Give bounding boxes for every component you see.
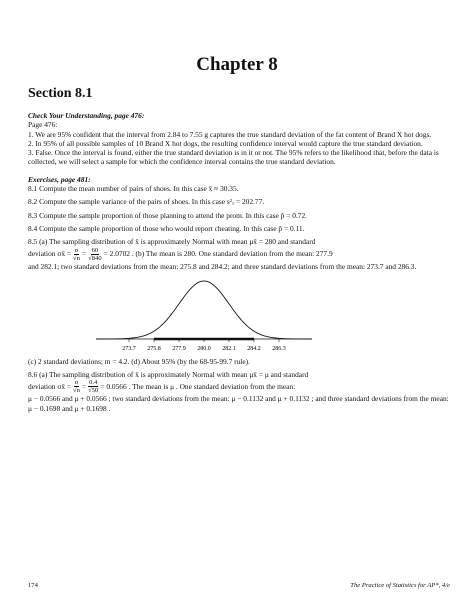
fraction-numerator: 0.4 — [89, 379, 98, 387]
formula-lead: deviation σx̄ = — [28, 382, 72, 392]
curve-tick-label: 275.8 — [147, 345, 161, 352]
normal-curve-line — [96, 281, 312, 339]
fraction — [87, 247, 103, 262]
fraction-numerator: σ — [74, 379, 79, 387]
chapter-title: Chapter 8 — [196, 54, 278, 75]
book-title: The Practice of Statistics for AP*, 4/e — [350, 582, 450, 589]
formula-tail: = 0.0566 . The mean is μ . One standard deviation from the mean: — [100, 382, 296, 392]
curve-tick-label: 280.0 — [197, 345, 211, 352]
exercise-8-6-line-3: μ − 0.0566 and μ + 0.0566 ; two standard deviations from the mean: μ − 0.1132 and μ + 0.1132 ; and three standard deviations from the mean: μ − 0.1698 and μ + 0.1698 . — [28, 394, 449, 413]
fraction-denominator: √n — [73, 387, 80, 395]
page-number: 174 — [28, 582, 38, 589]
cyu-item-1: 1. We are 95% confident that the interval from 2.84 to 7.55 g captures the true standard deviation of the fat content of Brand X hot dogs. — [28, 129, 432, 139]
formula-lead: deviation σx̄ = — [28, 249, 72, 259]
exercise-8-1: 8.1 Compute the mean number of pairs of shoes. In this case x̄ ≈ 30.35. — [28, 184, 239, 194]
exercise-8-3: 8.3 Compute the sample proportion of those planning to attend the prom. In this case p̂ = 0.72. — [28, 210, 308, 220]
exercise-8-6-formula — [28, 379, 452, 394]
fraction-denominator: √n — [73, 254, 80, 262]
section-title: Section 8.1 — [28, 86, 93, 101]
cyu-item-2: 2. In 95% of all possible samples of 10 Brand X hot dogs, the resulting confidence interval would capture the true standard deviation. — [28, 138, 423, 148]
exercise-8-2: 8.2 Compute the sample variance of the pairs of shoes. In this case s²ₓ = 202.77. — [28, 197, 265, 207]
fraction — [87, 379, 99, 394]
document-body — [28, 111, 452, 413]
fraction — [72, 247, 81, 262]
fraction-numerator: 60 — [91, 246, 99, 254]
curve-tick-label: 277.9 — [172, 345, 186, 352]
exercise-8-5-line-3: and 282.1; two standard deviations from the mean: 275.8 and 284.2; and three standard deviations from the mean: 273.7 and 286.3. — [28, 261, 417, 271]
curve-tick-label: 282.1 — [222, 345, 236, 352]
curve-tick-label: 286.3 — [272, 345, 286, 352]
cyu-item-3: 3. False. Once the interval is found, either the true standard deviation is in it or not. The 95% refers to the likelihood that, before the data is collected, we will select a sample for which the confidence interval contains the true standard deviation. — [28, 148, 439, 167]
fraction-denominator: √50 — [88, 387, 99, 395]
curve-tick-label: 273.7 — [122, 345, 136, 352]
normal-curve-figure — [84, 275, 324, 355]
fraction — [72, 379, 81, 394]
cyu-heading: Check Your Understanding, page 476: — [28, 111, 145, 120]
exercises-heading: Exercises, page 481: — [28, 174, 91, 184]
formula-tail: = 2.0702 . (b) The mean is 280. One standard deviation from the mean: 277.9 — [103, 249, 333, 259]
exercise-8-5-part-c: (c) 2 standard deviations; m = 4.2. (d) About 95% (by the 68-95-99.7 rule). — [28, 356, 250, 366]
exercise-8-4: 8.4 Compute the sample proportion of those who would report cheating. In this case p̂ = 0.11. — [28, 223, 305, 233]
curve-tick-label: 284.2 — [247, 345, 261, 352]
exercise-8-5-line-1: 8.5 (a) The sampling distribution of x̄ is approximately Normal with mean μx̄ = 280 and standard — [28, 237, 316, 247]
fraction-denominator: √840 — [88, 254, 102, 262]
equals-sign: = — [81, 382, 87, 392]
exercise-8-6-line-1: 8.6 (a) The sampling distribution of x̄ is approximately Normal with mean μx̄ = μ and standard — [28, 370, 309, 380]
cyu-subheading: Page 476: — [28, 120, 58, 130]
page-footer — [28, 582, 450, 589]
fraction-numerator: σ — [74, 246, 79, 254]
equals-sign: = — [81, 249, 87, 259]
exercise-8-5-formula — [28, 247, 452, 262]
